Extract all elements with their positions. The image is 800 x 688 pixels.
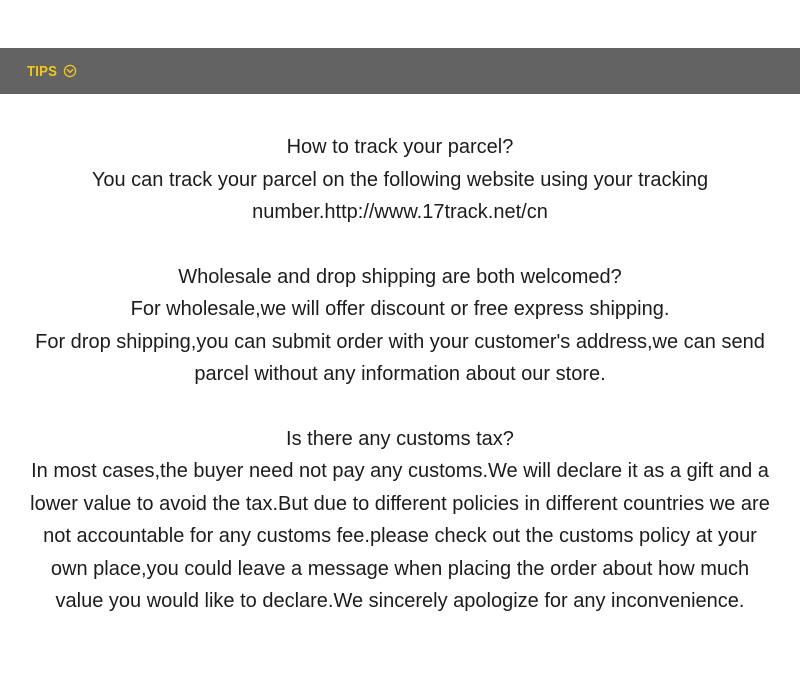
faq-section-wholesale bbox=[20, 261, 780, 391]
faq-section-tracking bbox=[20, 131, 780, 229]
faq-answer: You can track your parcel on the following website using your tracking number.http://www.17track.net/cn bbox=[91, 168, 709, 223]
faq-answer: In most cases,the buyer need not pay any customs.We will declare it as a gift and a lower value to avoid the tax.But due to different policies in different countries we are not accountable for any customs fee.please check out the customs policy at your own place,you could leave a message when placing the order about how much value you would like to declare.We sincerely apologize for any inconvenience. bbox=[30, 460, 770, 612]
faq-question: Is there any customs tax? bbox=[286, 427, 514, 450]
tips-title: TIPS bbox=[27, 62, 58, 80]
faq-answer: For drop shipping,you can submit order with your customer's address,we can send parcel without any information about our store. bbox=[35, 330, 765, 385]
faq-section-customs bbox=[20, 423, 780, 618]
faq-question: Wholesale and drop shipping are both welcomed? bbox=[178, 265, 622, 288]
chevron-down-circle-icon[interactable] bbox=[63, 64, 77, 78]
tips-header-bar[interactable] bbox=[0, 48, 800, 94]
faq-question: How to track your parcel? bbox=[286, 136, 514, 158]
tips-content bbox=[20, 131, 780, 618]
faq-answer: For wholesale,we will offer discount or free express shipping. bbox=[130, 298, 670, 320]
